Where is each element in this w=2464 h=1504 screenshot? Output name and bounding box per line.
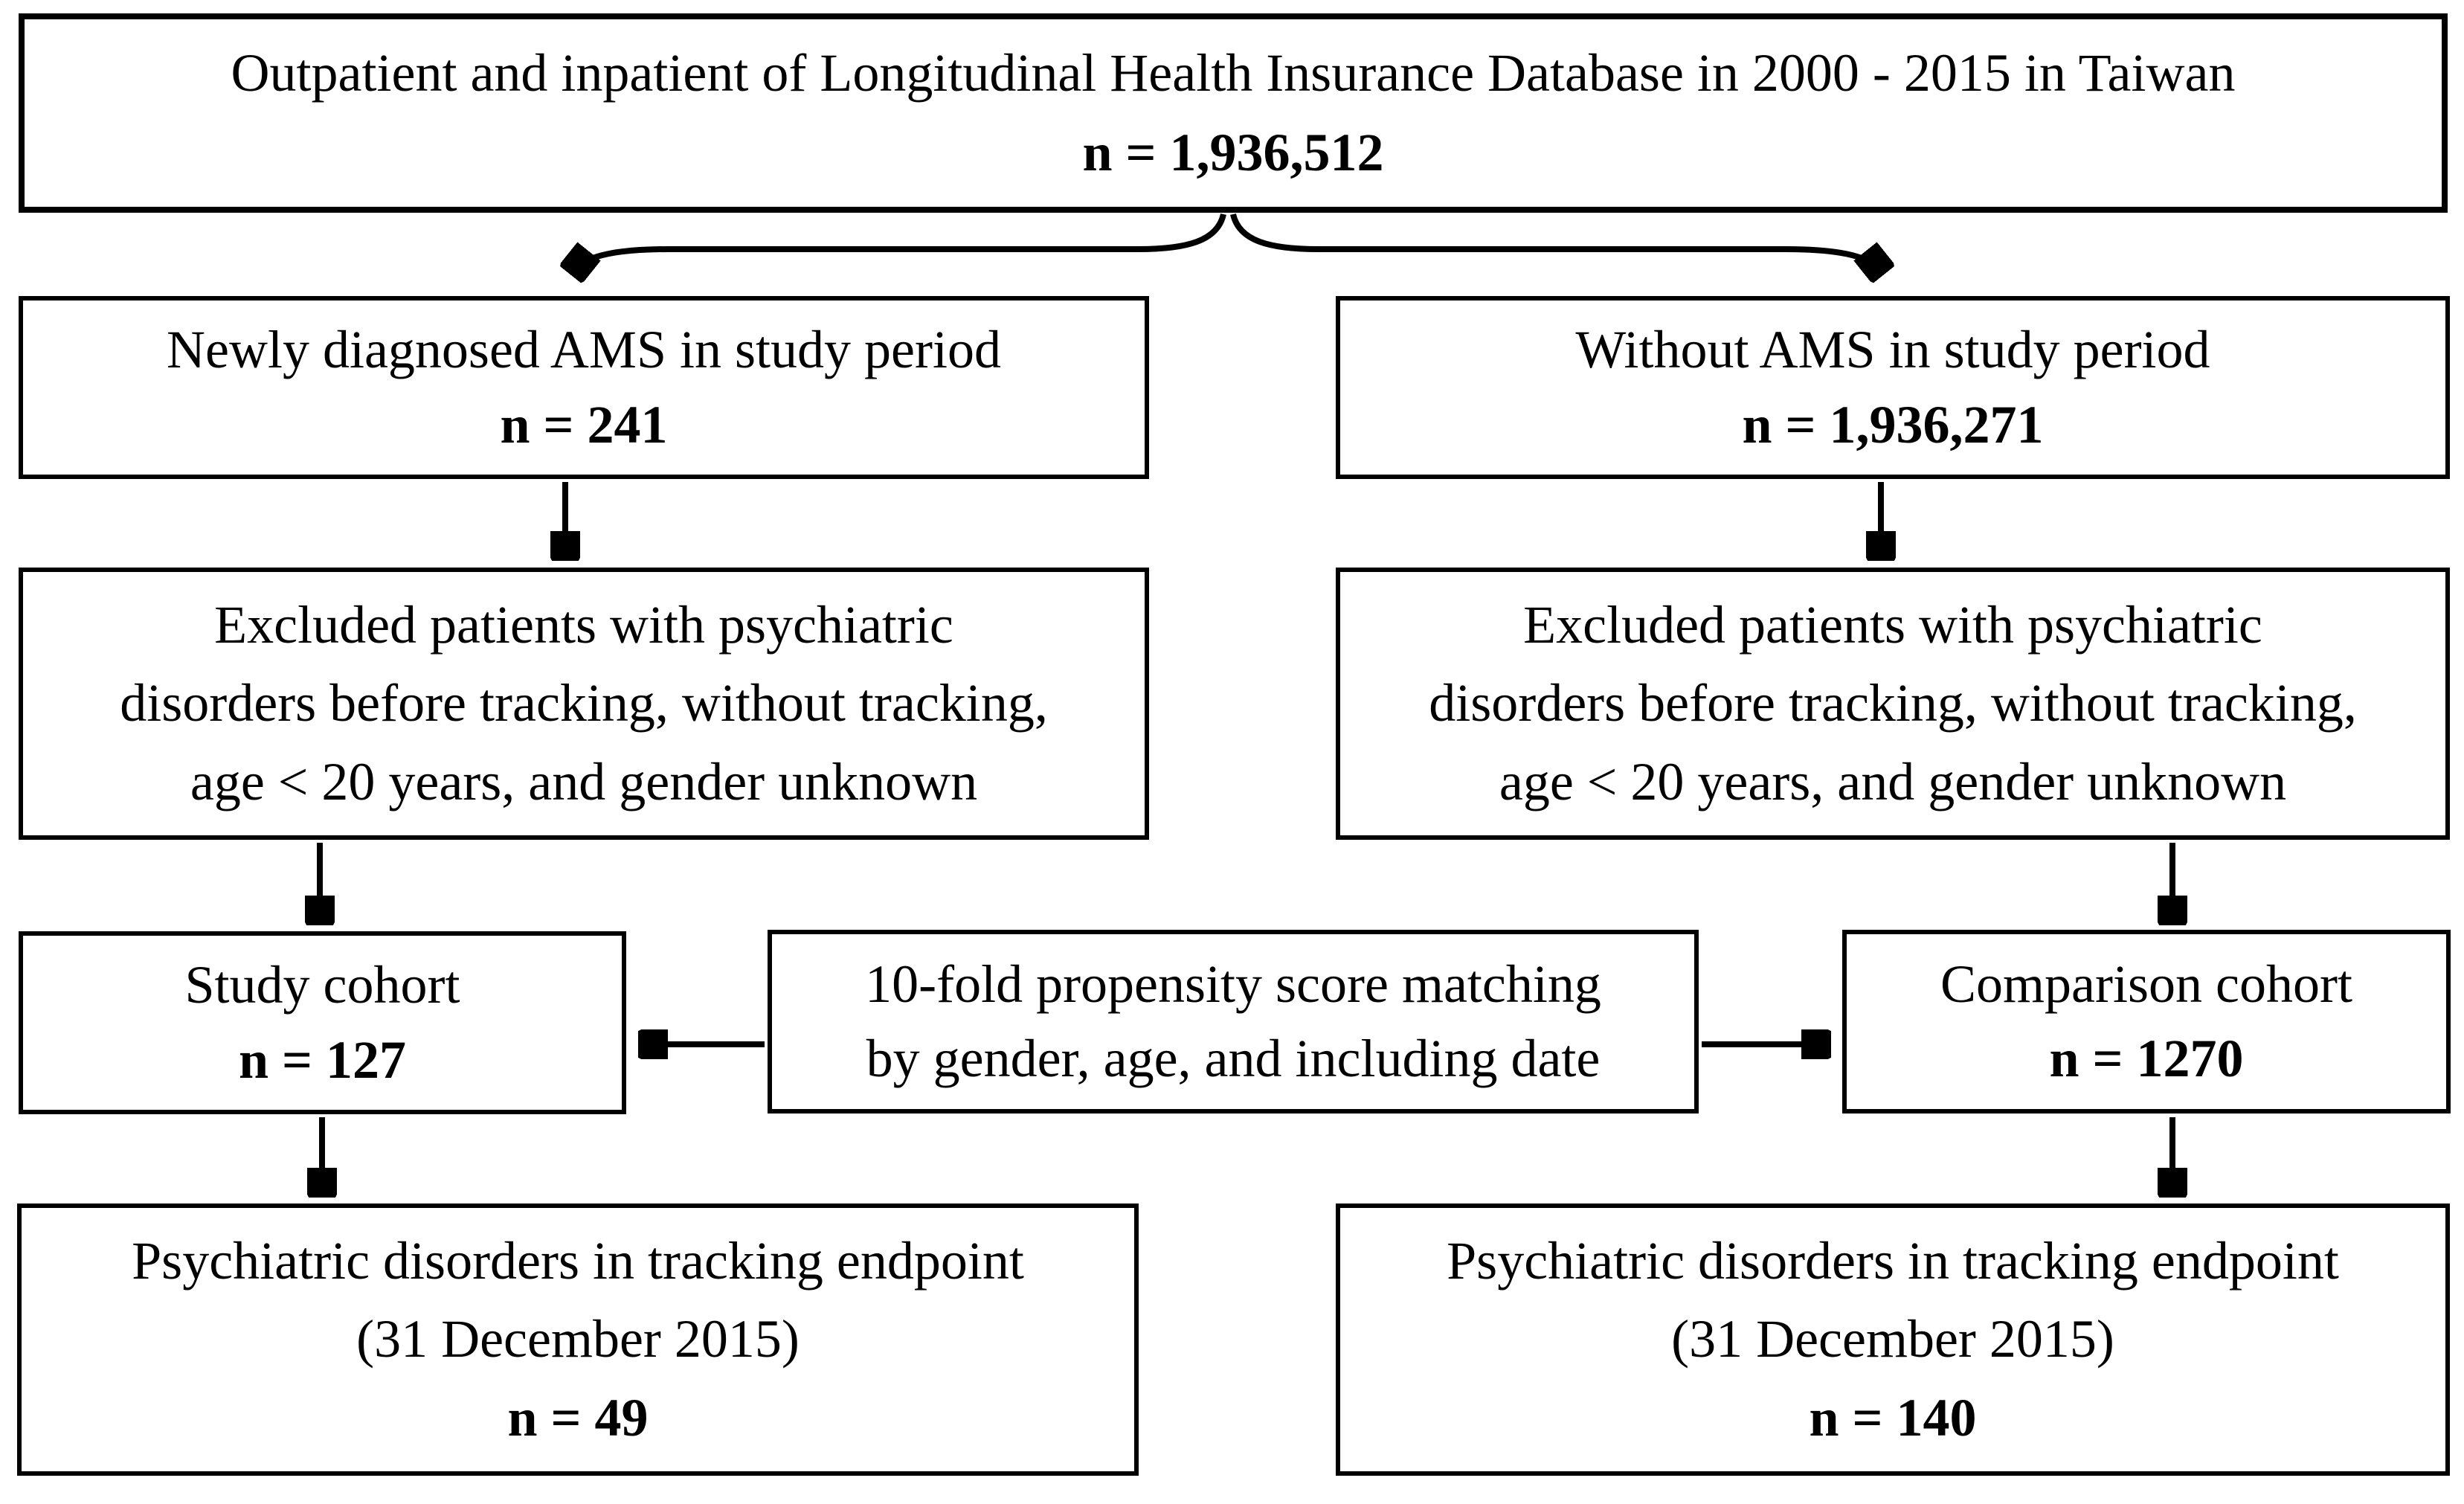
endpoint-comparison-count: n = 140 <box>1809 1387 1977 1447</box>
propensity-matching-line1: 10-fold propensity score matching <box>865 954 1601 1014</box>
comparison-cohort-title: Comparison cohort <box>1940 954 2352 1014</box>
propensity-matching-box <box>768 930 1699 1113</box>
newly-diagnosed-ams-count: n = 241 <box>500 394 668 454</box>
excluded-criteria-line3: age < 20 years, and gender unknown <box>1499 751 2287 812</box>
excluded-criteria-line3: age < 20 years, and gender unknown <box>190 751 978 812</box>
endpoint-comparison-line1: Psychiatric disorders in tracking endpoint <box>1447 1231 2339 1291</box>
endpoint-study-line2: (31 December 2015) <box>356 1309 800 1369</box>
source-population-title: Outpatient and inpatient of Longitudinal Health Insurance Database in 2000 - 2015 in Taiwan <box>231 43 2236 103</box>
source-population-count: n = 1,936,512 <box>1082 122 1384 182</box>
comparison-cohort-count: n = 1270 <box>2049 1029 2244 1089</box>
endpoint-study-line1: Psychiatric disorders in tracking endpoint <box>132 1231 1024 1291</box>
without-ams-title: Without AMS in study period <box>1575 320 2210 380</box>
study-cohort-box <box>19 931 626 1114</box>
without-ams-count: n = 1,936,271 <box>1742 394 2044 454</box>
endpoint-study-box <box>17 1203 1139 1476</box>
endpoint-comparison-box <box>1336 1203 2450 1476</box>
arrow-source-to-newly <box>574 214 1223 270</box>
excluded-criteria-line2: disorders before tracking, without tracking, <box>1429 673 2357 733</box>
study-cohort-title: Study cohort <box>184 955 460 1015</box>
without-ams-box <box>1336 296 2450 479</box>
newly-diagnosed-ams-box <box>19 296 1149 479</box>
excluded-criteria-line2: disorders before tracking, without tracking, <box>120 673 1048 733</box>
source-population-box <box>19 13 2448 213</box>
excluded-criteria-line1: Excluded patients with psychiatric <box>1523 595 2262 655</box>
comparison-cohort-box <box>1842 930 2451 1113</box>
study-cohort-count: n = 127 <box>238 1029 407 1090</box>
excluded-criteria-comparison-box <box>1336 568 2450 840</box>
newly-diagnosed-ams-title: Newly diagnosed AMS in study period <box>167 320 1001 380</box>
excluded-criteria-line1: Excluded patients with psychiatric <box>214 595 953 655</box>
excluded-criteria-study-box <box>19 568 1149 840</box>
endpoint-comparison-line2: (31 December 2015) <box>1671 1309 2114 1369</box>
arrow-source-to-without <box>1233 214 1880 270</box>
endpoint-study-count: n = 49 <box>507 1387 649 1447</box>
propensity-matching-line2: by gender, age, and including date <box>866 1029 1601 1089</box>
